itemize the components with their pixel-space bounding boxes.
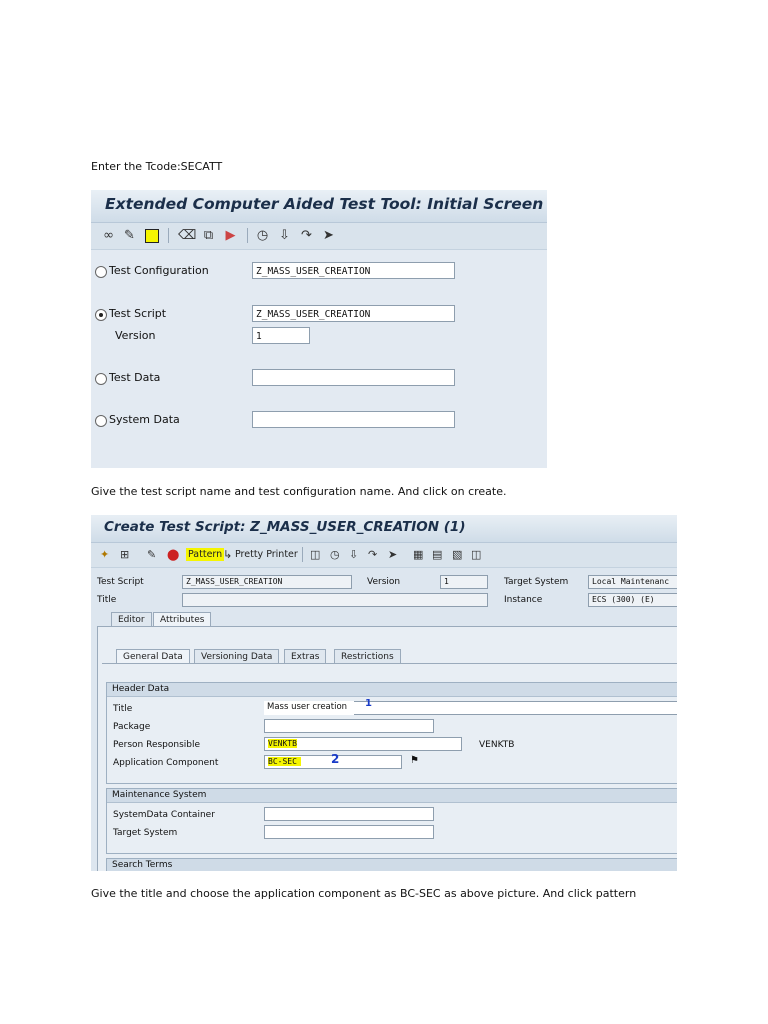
tab-versioning-data[interactable]: Versioning Data <box>194 649 279 663</box>
screen-title: Extended Computer Aided Test Tool: Initial Screen <box>105 195 544 213</box>
label-test-script: Test Script <box>97 577 144 587</box>
attributes-panel <box>97 627 677 871</box>
label-person-responsible: Person Responsible <box>113 740 201 750</box>
label-test-script: Test Script <box>109 307 167 320</box>
application-component-value: BC-SEC <box>268 757 301 766</box>
tree-icon[interactable]: ◫ <box>310 548 321 561</box>
target-system-value: Local Maintenanc <box>588 575 677 589</box>
title-input[interactable]: Mass user creation <box>264 701 354 715</box>
header-data-group <box>106 682 677 784</box>
hierarchy-icon[interactable]: ▦ <box>413 548 424 561</box>
pretty-printer-button[interactable]: Pretty Printer <box>235 549 298 560</box>
title-bar <box>91 190 547 223</box>
print-icon[interactable]: ▧ <box>452 548 463 561</box>
copy-icon[interactable]: ⧉ <box>203 228 214 243</box>
label-application-component: Application Component <box>113 758 219 768</box>
tab-general-data[interactable]: General Data <box>116 649 190 663</box>
search-terms-group <box>106 858 677 871</box>
person-responsible-value: VENKTB <box>268 739 297 748</box>
person-responsible-name: VENKTB <box>479 740 515 750</box>
tab-attributes[interactable]: Attributes <box>153 612 211 626</box>
title-input-rest[interactable] <box>354 701 677 715</box>
instruction-step-1: Enter the Tcode:SECATT <box>91 160 223 173</box>
version-field[interactable]: 1 <box>252 327 310 344</box>
title-value <box>182 593 488 607</box>
toolbar <box>91 543 677 568</box>
download-icon[interactable]: ⇩ <box>349 548 359 561</box>
person-responsible-input[interactable] <box>264 737 462 751</box>
label-package: Package <box>113 722 151 732</box>
value-help-icon[interactable]: ⚑ <box>410 755 419 766</box>
version-value: 1 <box>440 575 488 589</box>
maintenance-system-heading: Maintenance System <box>107 789 677 803</box>
label-test-configuration: Test Configuration <box>109 264 209 277</box>
target-system-input[interactable] <box>264 825 434 839</box>
download-icon[interactable]: ⇩ <box>279 228 290 243</box>
systemdata-container-input[interactable] <box>264 807 434 821</box>
label-version: Version <box>115 329 156 342</box>
label-target-system: Target System <box>113 828 178 838</box>
glasses-icon[interactable]: ∞ <box>103 228 114 243</box>
instruction-step-3: Give the title and choose the application component as BC-SEC as above picture. And click pattern <box>91 887 637 900</box>
tab-editor[interactable]: Editor <box>111 612 152 626</box>
label-systemdata-container: SystemData Container <box>113 810 215 820</box>
radio-test-script[interactable] <box>95 309 107 321</box>
send-icon[interactable]: ➤ <box>388 548 398 561</box>
create-test-script-screen <box>91 515 677 871</box>
layout-icon[interactable]: ◫ <box>471 548 482 561</box>
radio-test-data[interactable] <box>95 373 107 385</box>
export-icon[interactable]: ↷ <box>301 228 312 243</box>
tab-restrictions[interactable]: Restrictions <box>334 649 401 663</box>
delete-icon[interactable]: ⌫ <box>178 228 197 243</box>
search-terms-heading: Search Terms <box>107 859 677 871</box>
clock-icon[interactable]: ◷ <box>330 548 340 561</box>
label-title: Title <box>113 704 133 714</box>
cursor-icon: ↳ <box>223 548 233 561</box>
test-configuration-field[interactable]: Z_MASS_USER_CREATION <box>252 262 455 279</box>
maintenance-system-group <box>106 788 677 854</box>
test-data-field[interactable] <box>252 369 455 386</box>
create-new-icon[interactable] <box>145 229 159 243</box>
package-input[interactable] <box>264 719 434 733</box>
label-instance: Instance <box>504 595 543 605</box>
test-script-field[interactable]: Z_MASS_USER_CREATION <box>252 305 455 322</box>
label-version: Version <box>367 577 401 587</box>
execute-icon[interactable]: ▶ <box>225 228 236 243</box>
insert-icon[interactable]: ⊞ <box>120 548 130 561</box>
label-title: Title <box>97 595 117 605</box>
edit-icon[interactable]: ✎ <box>147 548 157 561</box>
screen-title: Create Test Script: Z_MASS_USER_CREATION (1) <box>104 519 466 535</box>
instance-value: ECS (300) (E) <box>588 593 677 607</box>
export-icon[interactable]: ↷ <box>368 548 378 561</box>
annotation-2: 2 <box>331 752 340 766</box>
table-icon[interactable]: ▤ <box>432 548 443 561</box>
stop-icon[interactable]: ⬤ <box>167 548 180 561</box>
radio-system-data[interactable] <box>95 415 107 427</box>
toolbar <box>91 223 547 250</box>
annotation-1: 1 <box>365 698 372 709</box>
tab-extras[interactable]: Extras <box>284 649 326 663</box>
form-body <box>91 250 547 468</box>
secatt-initial-screen <box>91 190 547 468</box>
send-icon[interactable]: ➤ <box>323 228 334 243</box>
label-test-data: Test Data <box>109 371 161 384</box>
instruction-step-2: Give the test script name and test configuration name. And click on create. <box>91 485 507 498</box>
label-target-system: Target System <box>504 577 569 587</box>
radio-test-configuration[interactable] <box>95 266 107 278</box>
header-data-heading: Header Data <box>107 683 677 697</box>
title-bar <box>91 515 677 543</box>
system-data-field[interactable] <box>252 411 455 428</box>
label-system-data: System Data <box>109 413 180 426</box>
wand-icon[interactable]: ✦ <box>100 548 110 561</box>
pencil-icon[interactable]: ✎ <box>124 228 135 243</box>
clock-icon[interactable]: ◷ <box>256 228 269 243</box>
pattern-button[interactable]: Pattern <box>188 549 223 560</box>
test-script-value: Z_MASS_USER_CREATION <box>182 575 352 589</box>
